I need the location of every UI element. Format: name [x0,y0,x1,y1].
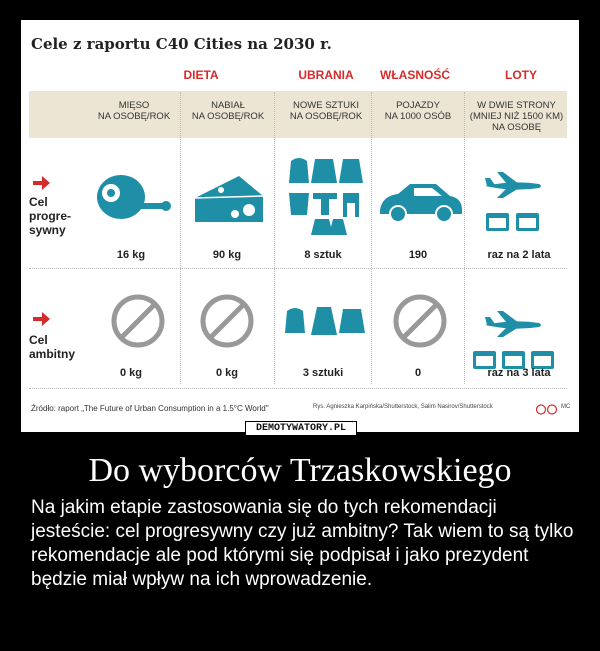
ambitious-meat-value: 0 kg [119,367,142,379]
category-loty: LOTY [505,68,537,82]
headline: Do wyborców Trzaskowskiego [88,452,512,489]
category-dieta: DIETA [183,68,219,82]
ambitious-dairy-value: 0 kg [215,367,238,379]
prohibited-icon [391,292,449,355]
clothes-reduced-icon [283,305,367,342]
column-divider [274,92,275,384]
cheese-icon [191,170,267,233]
subheader-cars: POJAZDY NA 1000 OSÓB [384,100,452,122]
ambitious-flights-value: raz na 3 lata [487,367,551,379]
subheader-flights: W DWIE STRONY (MNIEJ NIŻ 1500 KM) NA OSOBĘ [469,100,564,133]
source-note: Źródło: raport „The Future of Urban Consumption in a 1.5°C World" [31,404,269,413]
prohibited-icon [198,292,256,355]
progressive-clothes-value: 8 sztuk [304,249,342,261]
watermark: DEMOTYWATORY.PL [245,421,357,436]
copyright-icon [536,402,558,420]
ambitious-cars-value: 0 [414,367,422,379]
column-divider [371,92,372,384]
infographic [21,20,579,432]
meat-ham-icon [91,165,171,230]
arrow-right-icon [31,311,51,332]
airplane-icon [483,170,543,205]
row-divider [29,388,567,389]
category-ubrania: UBRANIA [298,68,354,82]
image-credits: Rys. Agnieszka Karpińska/Shutterstock, Salim Nasirov/Shutterstock [313,404,493,410]
arrow-right-icon [31,175,51,196]
clothes-icon [281,153,367,244]
category-wlasnosc: WŁASNOŚĆ [380,68,450,82]
car-icon [376,180,464,229]
progressive-meat-value: 16 kg [116,249,146,261]
infographic-title: Cele z raportu C40 Cities na 2030 r. [31,35,332,53]
calendar-icons [485,210,541,237]
row-label-ambitious: Cel ambitny [29,333,76,361]
airplane-icon [483,309,543,344]
column-divider [464,92,465,384]
progressive-dairy-value: 90 kg [212,249,242,261]
body-text: Na jakim etapie zastosowania się do tych rekomendacji jesteście: cel progresywny czy już ambitny? Tak wiem to są tylko rekomendacje ale pod którymi się podpisał i jako prezydent będzie miał wpływ na ich wprowadzenie. [31,497,574,590]
subheader-clothes: NOWE SZTUKI NA OSOBĘ/ROK [289,100,363,122]
subheader-meat: MIĘSO NA OSOBĘ/ROK [97,100,171,122]
subheader-dairy: NABIAŁ NA OSOBĘ/ROK [191,100,265,122]
prohibited-icon [109,292,167,355]
row-label-progressive: Cel progre- sywny [29,195,71,237]
logo-text: MC [561,404,571,410]
ambitious-clothes-value: 3 sztuki [302,367,344,379]
progressive-cars-value: 190 [408,249,428,261]
column-divider [180,92,181,384]
progressive-flights-value: raz na 2 lata [487,249,551,261]
row-divider [29,268,567,269]
